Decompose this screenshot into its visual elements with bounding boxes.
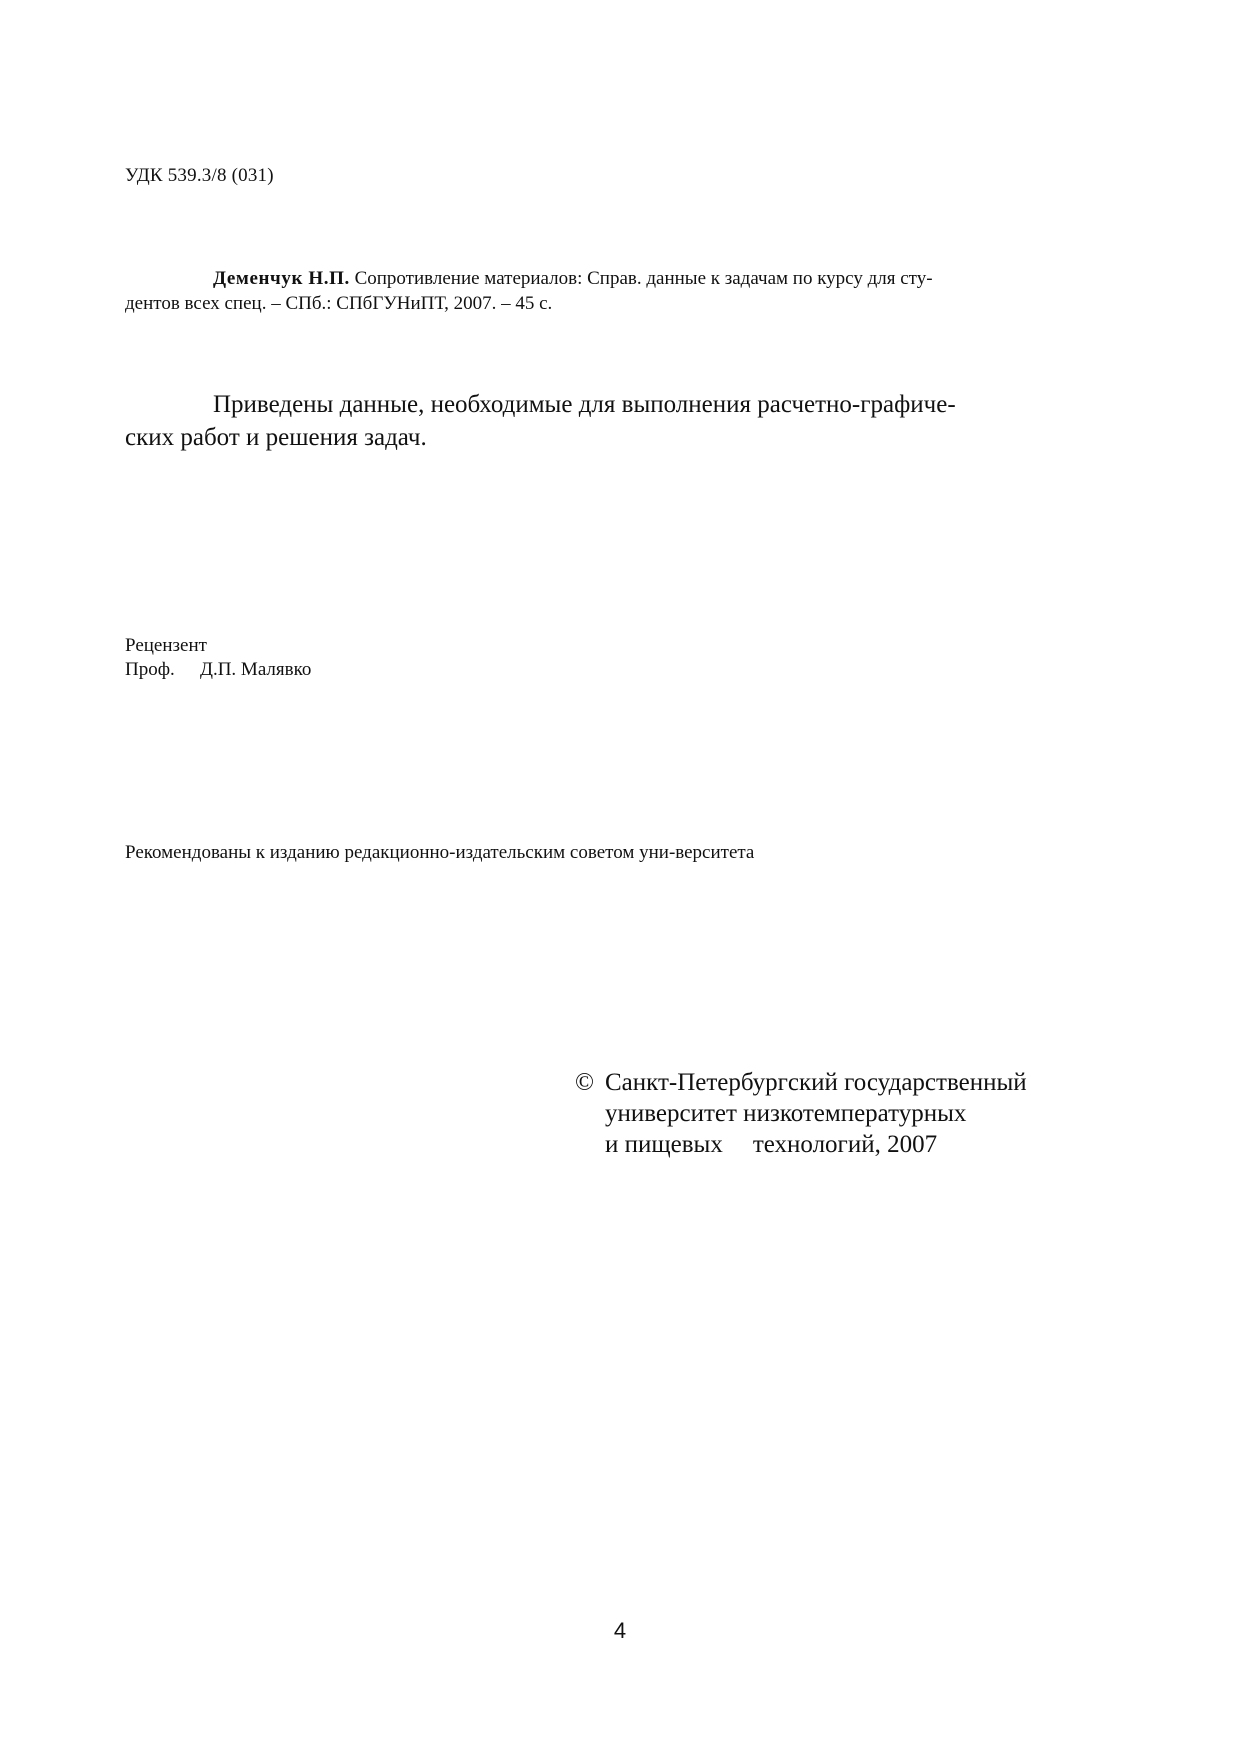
page-number: 4 [613, 1618, 627, 1643]
copyright-block [575, 1067, 1027, 1160]
bibliographic-description [125, 266, 1045, 316]
reviewer-row [125, 658, 311, 682]
annotation [125, 388, 1075, 454]
copyright-line-3 [575, 1129, 1027, 1160]
copyright-text-3a: и пищевых [605, 1131, 723, 1158]
reviewer-name: Д.П. Малявко [200, 659, 312, 680]
udk-code: УДК 539.3/8 (031) [125, 165, 274, 186]
copyright-line-1 [575, 1067, 1027, 1098]
biblio-line-2: дентов всех спец. – СПб.: СПбГУНиПТ, 2007. – 45 с. [125, 293, 553, 314]
copyright-text-3b: технологий, 2007 [752, 1131, 938, 1158]
copyright-line-2: университет низкотемпературных [605, 1100, 967, 1127]
biblio-author: Деменчук Н.П. [213, 268, 350, 289]
reviewer-label: Рецензент [125, 635, 207, 656]
copyright-sign: © [575, 1069, 594, 1096]
copyright-text-1: Санкт-Петербургский государственный [605, 1069, 1027, 1096]
publication-recommendation: Рекомендованы к изданию редакционно-издательским советом уни-верситета [125, 842, 755, 863]
biblio-title: Сопротивление материалов: Справ. данные к задачам по курсу для сту- [349, 268, 933, 289]
reviewer-block [125, 634, 311, 682]
reviewer-title: Проф. [125, 659, 175, 680]
biblio-line-1 [125, 266, 1045, 291]
annotation-line-2: ских работ и решения задач. [125, 424, 427, 451]
annotation-line-1: Приведены данные, необходимые для выполнения расчетно-графиче- [213, 391, 956, 418]
